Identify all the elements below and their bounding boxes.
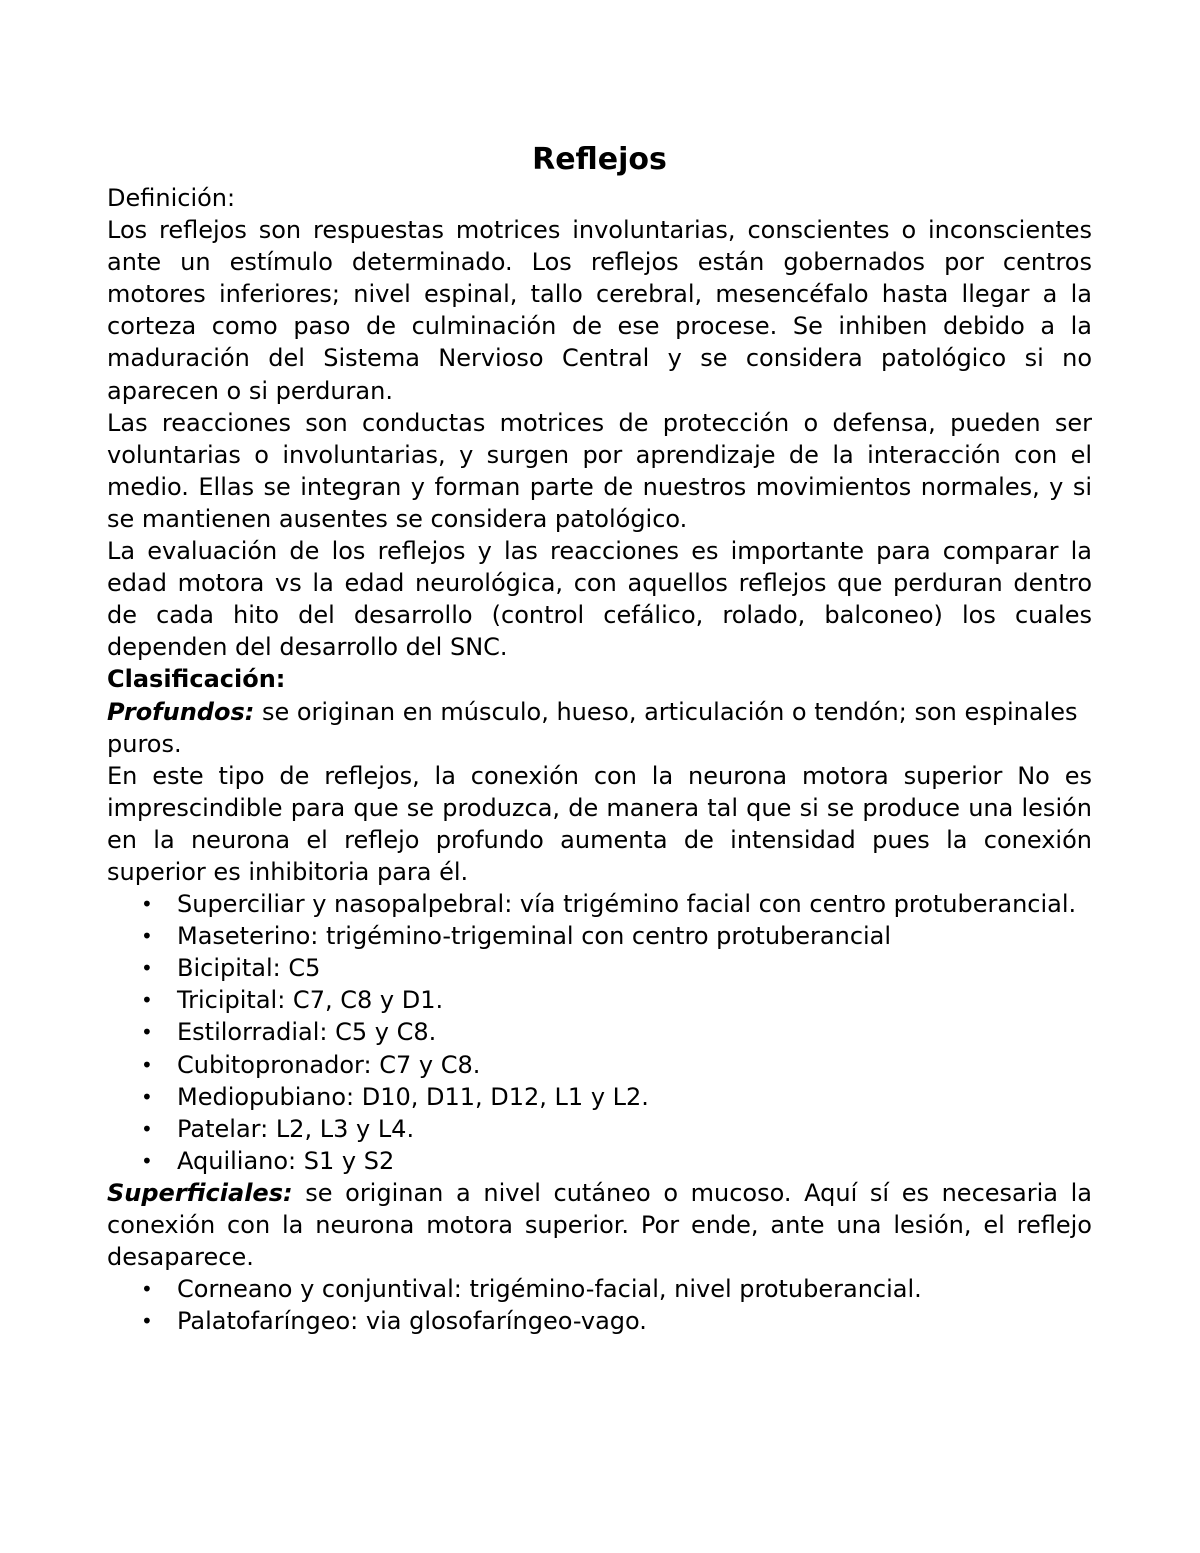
bullet-icon: • — [141, 988, 153, 1013]
list-item: • Tricipital: C7, C8 y D1. — [107, 984, 1092, 1016]
superficial-reflexes-term: Superficiales: — [107, 1178, 293, 1207]
bullet-icon: • — [141, 956, 153, 981]
list-item: • Patelar: L2, L3 y L4. — [107, 1113, 1092, 1145]
list-item: • Aquiliano: S1 y S2 — [107, 1145, 1092, 1177]
bullet-icon: • — [141, 1084, 153, 1109]
classification-heading: Clasificación: — [107, 665, 286, 694]
deep-reflexes-intro — [107, 696, 1092, 760]
definition-label: Definición: — [107, 184, 236, 212]
bullet-icon: • — [141, 1020, 153, 1045]
superficial-reflexes-list — [107, 1273, 1092, 1337]
deep-reflexes-term: Profundos: — [107, 697, 255, 726]
deep-reflexes-list — [107, 888, 1092, 1177]
bullet-icon: • — [141, 1116, 153, 1141]
list-item: • Palatofaríngeo: via glosofaríngeo-vago. — [107, 1305, 1092, 1337]
evaluation-paragraph: La evaluación de los reflejos y las reacciones es importante para comparar la edad motora vs la edad neurológica, con aquellos reflejos que perduran dentro de cada hito del desarrollo (control cefálico, rolado, balconeo) los cuales dependen del desarrollo del SNC. — [107, 537, 1092, 662]
deep-reflexes-text: se originan en músculo, hueso, articulación o tendón; son espinales puros. — [107, 697, 1078, 758]
bullet-icon: • — [141, 1052, 153, 1077]
reactions-paragraph: Las reacciones son conductas motrices de protección o defensa, pueden ser voluntarias o involuntarias, y surgen por aprendizaje de la interacción con el medio. Ellas se integran y forman parte de nuestros movimientos normales, y si se mantienen ausentes se considera patológico. — [107, 408, 1092, 533]
bullet-icon: • — [141, 1277, 153, 1302]
superficial-reflexes-intro — [107, 1177, 1092, 1273]
bullet-icon: • — [141, 1309, 153, 1334]
bullet-icon: • — [141, 924, 153, 949]
definition-paragraph: Los reflejos son respuestas motrices involuntarias, conscientes o inconscientes ante un estímulo determinado. Los reflejos están gobernados por centros motores inferiores; nivel espinal, tallo cerebral, mesencéfalo hasta llegar a la corteza como paso de culminación de ese procese. Se inhiben debido a la maduración del Sistema Nervioso Central y se considera patológico si no aparecen o si perduran. — [107, 216, 1092, 405]
bullet-icon: • — [141, 892, 153, 917]
list-item: • Mediopubiano: D10, D11, D12, L1 y L2. — [107, 1081, 1092, 1113]
document-title: Reflejos — [532, 142, 667, 177]
list-item: • Corneano y conjuntival: trigémino-facial, nivel protuberancial. — [107, 1273, 1092, 1305]
list-item: • Cubitopronador: C7 y C8. — [107, 1049, 1092, 1081]
list-item: • Maseterino: trigémino-trigeminal con centro protuberancial — [107, 920, 1092, 952]
list-item: • Superciliar y nasopalpebral: vía trigémino facial con centro protuberancial. — [107, 888, 1092, 920]
list-item: • Bicipital: C5 — [107, 952, 1092, 984]
deep-reflexes-explanation: En este tipo de reflejos, la conexión con la neurona motora superior No es imprescindible para que se produzca, de manera tal que si se produce una lesión en la neurona el reflejo profundo aumenta de intensidad pues la conexión superior es inhibitoria para él. — [107, 761, 1092, 886]
document-page — [107, 138, 1092, 1337]
superficial-reflexes-text: se originan a nivel cutáneo o mucoso. Aquí sí es necesaria la conexión con la neurona motora superior. Por ende, ante una lesión, el reflejo desaparece. — [107, 1178, 1092, 1272]
bullet-icon: • — [141, 1148, 153, 1173]
list-item: • Estilorradial: C5 y C8. — [107, 1016, 1092, 1048]
